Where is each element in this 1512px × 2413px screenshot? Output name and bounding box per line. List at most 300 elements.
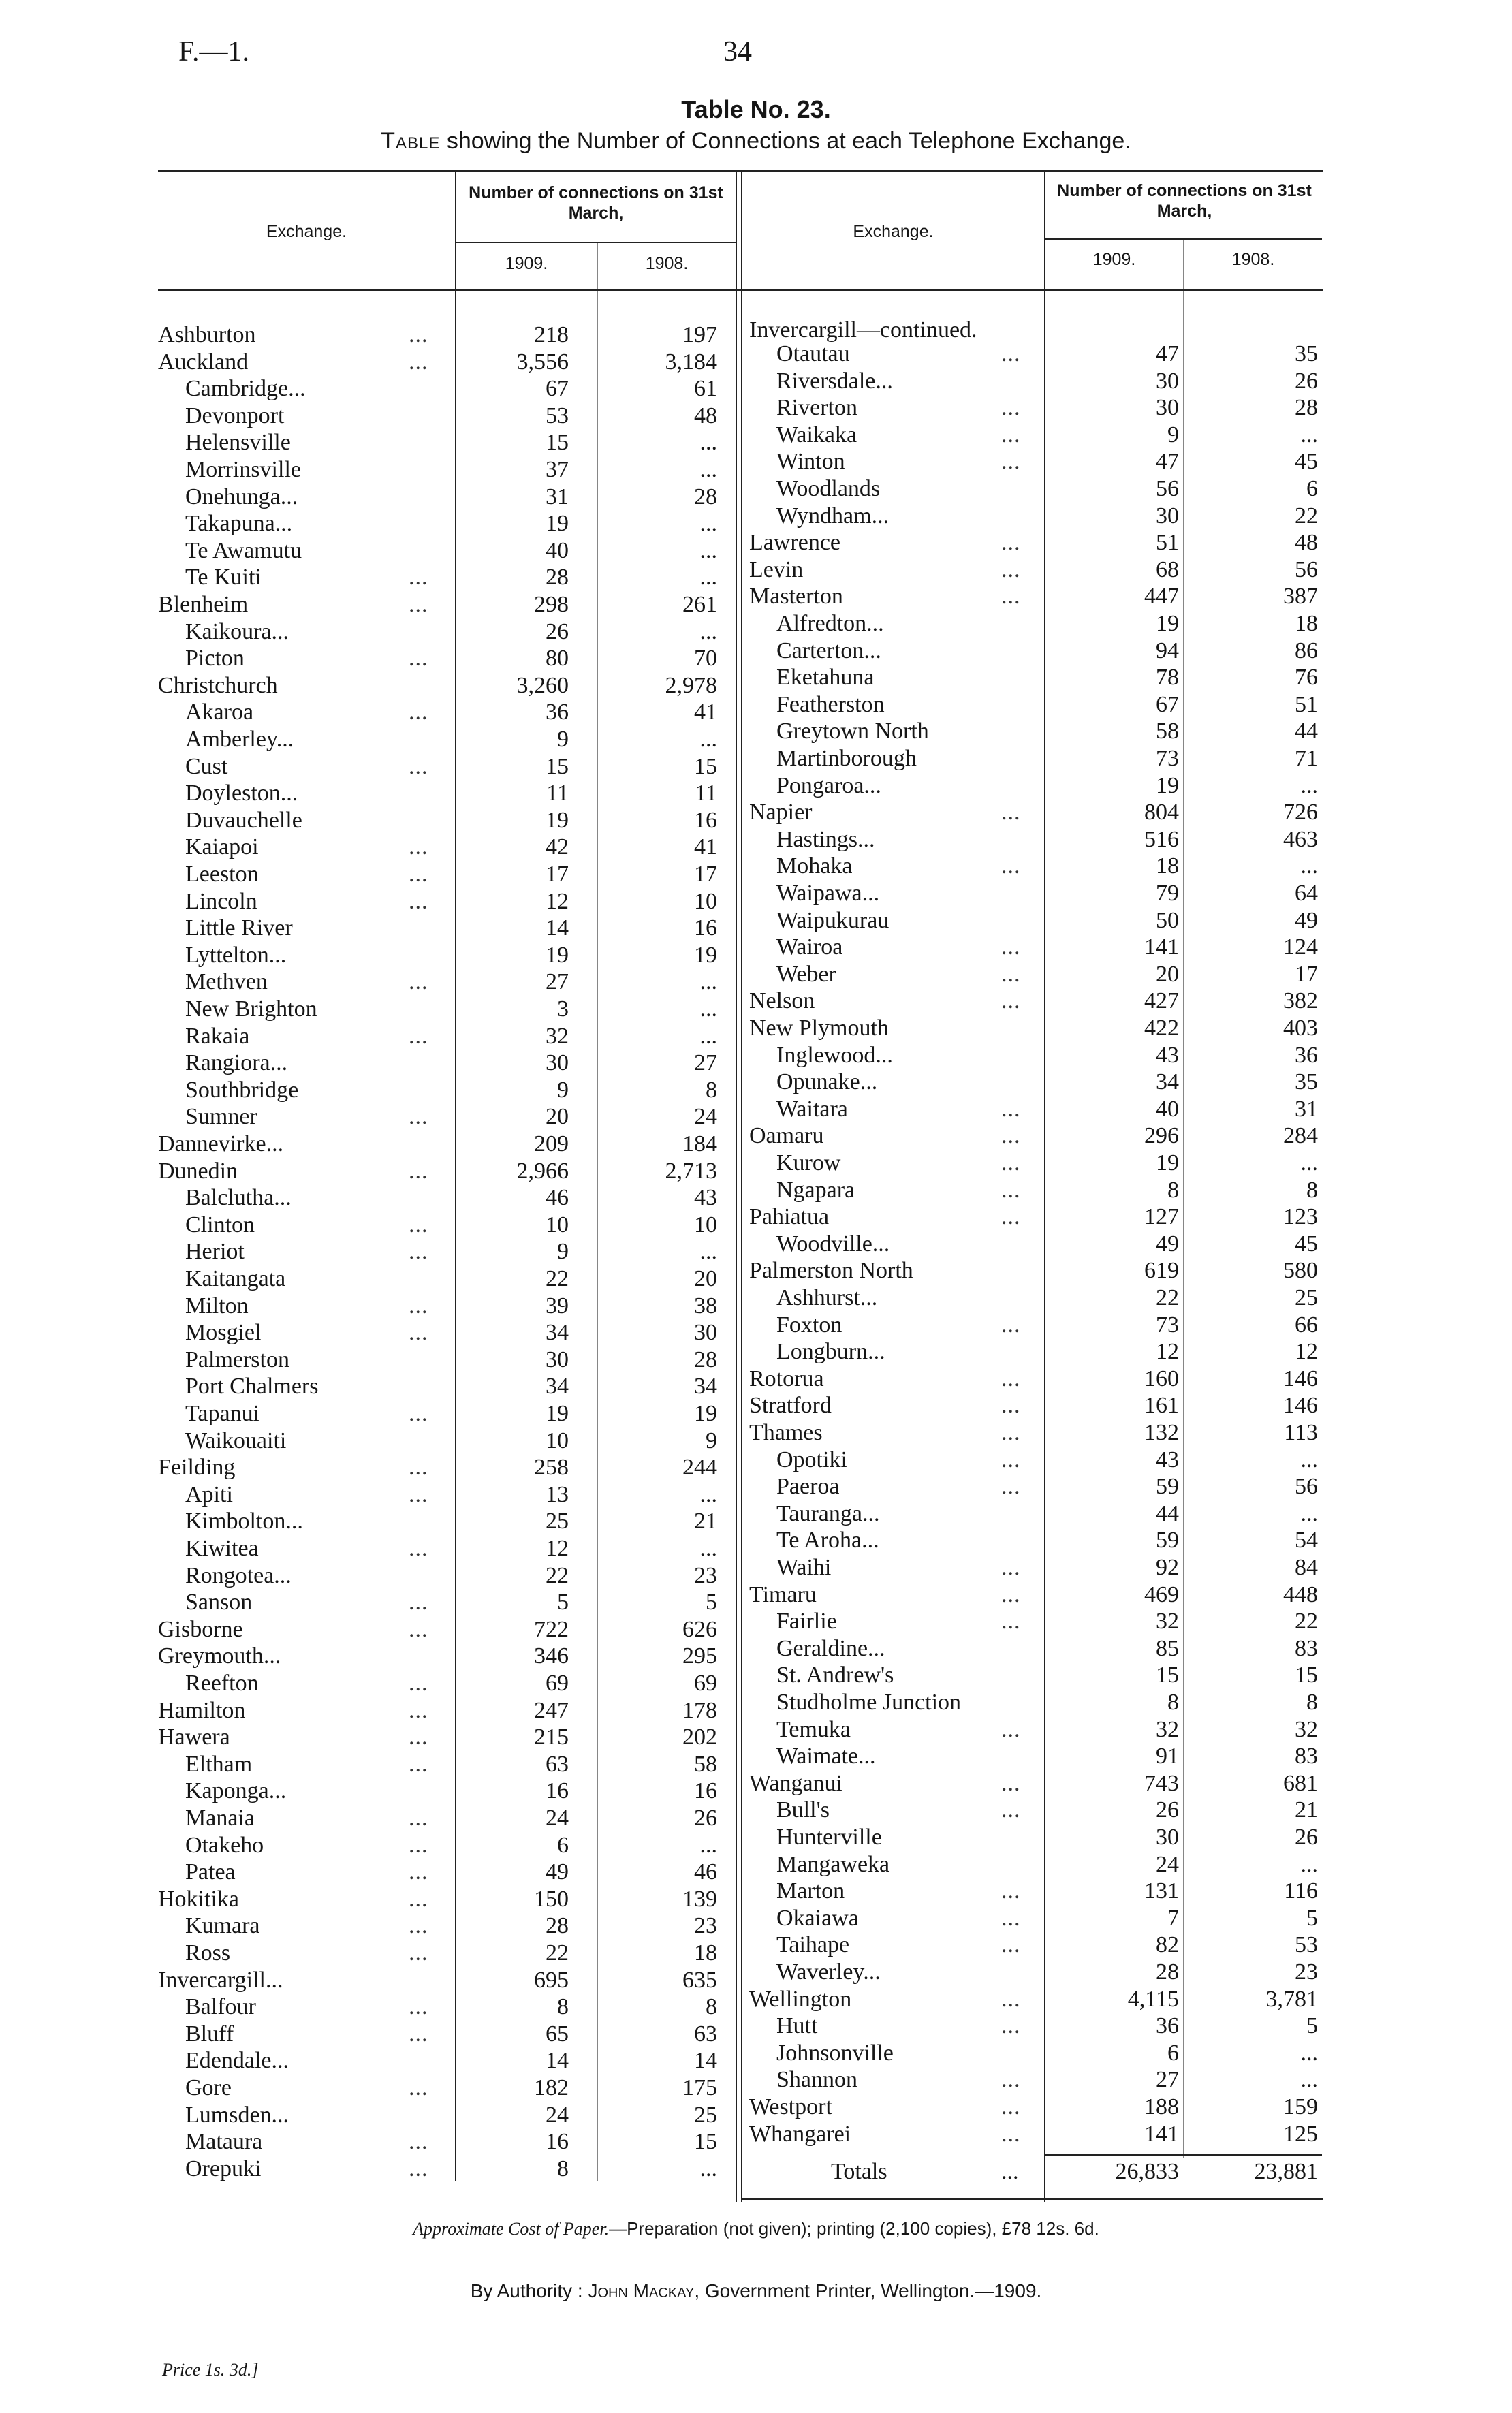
- exchange-name: Helensville: [185, 430, 291, 456]
- exchange-name: Winton: [776, 449, 845, 475]
- connections-1908: 8: [1306, 1177, 1318, 1203]
- connections-1908: 123: [1283, 1204, 1318, 1230]
- exchange-name: Hawera: [158, 1724, 230, 1750]
- exchange-name: Levin: [749, 556, 804, 582]
- leader-dots: ...: [1001, 422, 1021, 447]
- connections-1909: 8: [1167, 1177, 1179, 1203]
- connections-1908: ...: [699, 618, 717, 644]
- connections-1908: ...: [699, 1832, 717, 1858]
- connections-1908: 635: [682, 1967, 717, 1993]
- exchange-name: Port Chalmers: [185, 1374, 319, 1400]
- leader-dots: ...: [1001, 1932, 1021, 1958]
- right-table-row: [0, 907, 1512, 934]
- connections-1908: 26: [1295, 368, 1318, 394]
- connections-1908: 86: [1295, 637, 1318, 663]
- leader-dots: ...: [409, 1401, 428, 1426]
- exchange-name: Methven: [185, 969, 268, 995]
- exchange-name: Apiti: [185, 1481, 233, 1507]
- connections-1909: 25: [546, 1509, 569, 1534]
- connections-1908: 387: [1283, 584, 1318, 610]
- right-table-row: [0, 1689, 1512, 1716]
- connections-1908: 48: [1295, 530, 1318, 556]
- right-table-row: [0, 2094, 1512, 2121]
- connections-1909: 43: [1156, 1447, 1179, 1472]
- connections-1908: 19: [694, 1401, 717, 1426]
- exchange-name: Mataura: [185, 2129, 263, 2155]
- connections-1909: 17: [546, 862, 569, 887]
- connections-1908: 8: [706, 1077, 717, 1103]
- right-table-row: [0, 961, 1512, 988]
- connections-1909: 59: [1156, 1474, 1179, 1500]
- connections-1909: 298: [534, 592, 569, 617]
- right-table-row: [0, 1770, 1512, 1797]
- connections-1908: 41: [694, 699, 717, 725]
- connections-1909: 9: [557, 727, 569, 752]
- connections-1909: 619: [1144, 1258, 1179, 1284]
- connections-1908: 54: [1295, 1528, 1318, 1554]
- connections-1909: 19: [546, 1401, 569, 1426]
- exchange-name: Bull's: [776, 1797, 830, 1823]
- connections-1908: ...: [699, 511, 717, 537]
- exchange-name: Alfredton...: [776, 611, 884, 636]
- exchange-name: Shannon: [776, 2067, 857, 2093]
- continued-label: Invercargill—continued.: [749, 317, 977, 343]
- connections-1908: ...: [1300, 853, 1318, 879]
- right-table-row: [0, 1177, 1512, 1204]
- connections-1909: 34: [546, 1374, 569, 1400]
- exchange-name: Hokitika: [158, 1886, 239, 1912]
- exchange-name: Otautau: [776, 341, 850, 366]
- right-table-row: [0, 1635, 1512, 1662]
- connections-1908: ...: [1300, 1500, 1318, 1526]
- connections-1909: 28: [546, 1913, 569, 1939]
- connections-1908: 14: [694, 2048, 717, 2074]
- right-table-row: [0, 934, 1512, 961]
- leader-dots: ...: [1001, 1447, 1021, 1472]
- leader-dots: ...: [409, 1616, 428, 1642]
- connections-1909: 22: [1156, 1285, 1179, 1310]
- right-table-row: [0, 799, 1512, 826]
- exchange-name: Feilding: [158, 1455, 236, 1481]
- connections-1909: 27: [1156, 2067, 1179, 2093]
- connections-1909: 160: [1144, 1366, 1179, 1391]
- connections-1909: 6: [1167, 2040, 1179, 2066]
- exchange-name: Heriot: [185, 1239, 245, 1265]
- exchange-name: Foxton: [776, 1312, 842, 1338]
- right-table-row: [0, 503, 1512, 530]
- connections-1908: 43: [694, 1185, 717, 1211]
- leader-dots: ...: [409, 862, 428, 887]
- connections-1909: 24: [1156, 1851, 1179, 1877]
- leader-dots: ...: [1001, 449, 1021, 475]
- right-table-row: [0, 1366, 1512, 1393]
- right-table-row: [0, 1716, 1512, 1744]
- connections-1909: 53: [546, 403, 569, 428]
- leader-dots: ...: [409, 2156, 428, 2181]
- exchange-name: Opunake...: [776, 1069, 878, 1095]
- connections-1909: 13: [546, 1481, 569, 1507]
- exchange-name: Waipawa...: [776, 881, 880, 906]
- connections-1909: 78: [1156, 665, 1179, 691]
- connections-1908: 22: [1295, 503, 1318, 529]
- right-table-row: [0, 1338, 1512, 1366]
- exchange-name: Johnsonville: [776, 2040, 894, 2066]
- connections-1908: ...: [699, 537, 717, 563]
- right-table-row: [0, 1797, 1512, 1824]
- connections-1908: 35: [1295, 1069, 1318, 1095]
- left-1908-header: 1908.: [645, 254, 689, 273]
- connections-1908: 124: [1283, 934, 1318, 960]
- connections-1908: ...: [699, 430, 717, 456]
- exchange-name: Featherston: [776, 691, 885, 717]
- connections-1909: 47: [1156, 341, 1179, 366]
- exchange-name: Kimbolton...: [185, 1509, 303, 1534]
- connections-1908: 175: [682, 2075, 717, 2100]
- connections-1909: 73: [1156, 746, 1179, 771]
- exchange-name: Riversdale...: [776, 368, 893, 394]
- connections-1908: 53: [1295, 1932, 1318, 1958]
- exchange-name: New Plymouth: [749, 1015, 889, 1041]
- leader-dots: ...: [1001, 2013, 1021, 2039]
- connections-1909: 4,115: [1127, 1986, 1179, 2012]
- exchange-name: Palmerston: [185, 1346, 289, 1372]
- connections-1908: 2,713: [665, 1158, 717, 1184]
- exchange-name: Geraldine...: [776, 1635, 885, 1661]
- connections-1909: 80: [546, 646, 569, 672]
- right-table-row: [0, 2013, 1512, 2040]
- connections-1908: 25: [694, 2102, 717, 2128]
- right-table-row: [0, 1931, 1512, 1959]
- connections-1908: 63: [694, 2021, 717, 2047]
- connections-1909: 2,966: [516, 1158, 569, 1184]
- connections-1909: 422: [1144, 1015, 1179, 1041]
- connections-1908: 8: [1306, 1690, 1318, 1715]
- exchange-name: New Brighton: [185, 996, 317, 1022]
- connections-1909: 14: [546, 915, 569, 941]
- exchange-name: Clinton: [185, 1212, 255, 1237]
- exchange-name: Ross: [185, 1940, 231, 1966]
- right-table-row: [0, 448, 1512, 475]
- connections-1909: 73: [1156, 1312, 1179, 1338]
- leader-dots: ...: [409, 349, 428, 375]
- connections-1909: 36: [1156, 2013, 1179, 2039]
- leader-dots: ...: [409, 2129, 428, 2155]
- exchange-name: Waitara: [776, 1096, 848, 1122]
- connections-1909: 16: [546, 2129, 569, 2155]
- exchange-name: Lumsden...: [185, 2102, 289, 2128]
- right-table-row: [0, 1447, 1512, 1474]
- connections-1908: 16: [694, 915, 717, 941]
- connections-1909: 346: [534, 1643, 569, 1669]
- leader-dots: ...: [1001, 1150, 1021, 1176]
- connections-1909: 24: [546, 2102, 569, 2128]
- connections-1909: 6: [557, 1832, 569, 1858]
- connections-1908: 15: [1295, 1662, 1318, 1688]
- exchange-name: Carterton...: [776, 637, 881, 663]
- right-table-row: [0, 341, 1512, 368]
- exchange-name: Oamaru: [749, 1123, 824, 1149]
- exchange-name: Gore: [185, 2075, 232, 2100]
- paper-cost-note: [0, 2218, 1512, 2239]
- leader-dots: ...: [409, 1536, 428, 1561]
- right-table-row: [0, 1015, 1512, 1042]
- connections-1909: 63: [546, 1751, 569, 1777]
- connections-1909: 30: [1156, 503, 1179, 529]
- connections-1908: 146: [1283, 1393, 1318, 1419]
- right-table-row: [0, 1096, 1512, 1123]
- exchange-name: Sanson: [185, 1590, 253, 1615]
- connections-1909: 16: [546, 1778, 569, 1804]
- leader-dots: ...: [409, 2021, 428, 2047]
- exchange-name: St. Andrew's: [776, 1662, 894, 1688]
- connections-1909: 10: [546, 1428, 569, 1453]
- connections-1909: 34: [1156, 1069, 1179, 1095]
- exchange-name: Westport: [749, 2094, 832, 2119]
- leader-dots: ...: [1001, 1609, 1021, 1635]
- connections-1909: 20: [546, 1104, 569, 1130]
- exchange-name: Waikouaiti: [185, 1428, 287, 1453]
- exchange-name: Bluff: [185, 2021, 234, 2047]
- connections-1909: 34: [546, 1320, 569, 1346]
- page-reference: F.—1.: [178, 36, 249, 67]
- connections-1908: 56: [1295, 556, 1318, 582]
- exchange-name: Eltham: [185, 1751, 253, 1777]
- exchange-name: Rotorua: [749, 1366, 824, 1391]
- right-table-row: [0, 664, 1512, 691]
- connections-1909: 19: [546, 807, 569, 833]
- exchange-name: Milton: [185, 1293, 249, 1319]
- right-table-row: [0, 853, 1512, 880]
- exchange-name: Manaia: [185, 1805, 255, 1831]
- connections-1908: 11: [695, 780, 717, 806]
- connections-1908: 146: [1283, 1366, 1318, 1391]
- connections-1909: 24: [546, 1805, 569, 1831]
- connections-1908: ...: [699, 996, 717, 1022]
- connections-1908: 726: [1283, 800, 1318, 825]
- right-table-row: [0, 1527, 1512, 1554]
- connections-1908: 19: [694, 942, 717, 968]
- connections-1908: 178: [682, 1697, 717, 1723]
- exchange-name: Wanganui: [749, 1770, 842, 1796]
- exchange-name: Studholme Junction: [776, 1690, 962, 1715]
- leader-dots: ...: [409, 1239, 428, 1265]
- leader-dots: ...: [409, 2075, 428, 2100]
- caption-rest: showing the Number of Connections at each Telephone Exchange.: [446, 128, 1131, 154]
- right-table-row: [0, 1500, 1512, 1528]
- connections-1908: ...: [1300, 2040, 1318, 2066]
- connections-1908: ...: [1300, 2067, 1318, 2093]
- connections-1909: 50: [1156, 907, 1179, 933]
- connections-1908: 202: [682, 1724, 717, 1750]
- connections-1908: 9: [706, 1428, 717, 1453]
- leader-dots: ...: [1001, 1420, 1021, 1445]
- connections-1909: 19: [546, 942, 569, 968]
- exchange-name: Marton: [776, 1878, 845, 1904]
- connections-1909: 44: [1156, 1500, 1179, 1526]
- right-table-row: [0, 368, 1512, 395]
- connections-1908: 197: [682, 322, 717, 347]
- connections-1908: 5: [706, 1590, 717, 1615]
- exchange-name: Rakaia: [185, 1023, 250, 1049]
- exchange-name: Kaiapoi: [185, 834, 259, 860]
- table-top-rule: [158, 170, 1323, 172]
- leader-dots: ...: [409, 322, 428, 347]
- right-table-row: [0, 1473, 1512, 1500]
- exchange-name: Balfour: [185, 1994, 256, 2020]
- connections-1908: 25: [1295, 1285, 1318, 1310]
- connections-1908: ...: [1300, 1851, 1318, 1877]
- exchange-name: Inglewood...: [776, 1042, 893, 1068]
- right-table-row: [0, 610, 1512, 637]
- leader-dots: ...: [1001, 1474, 1021, 1500]
- connections-1909: 67: [546, 376, 569, 402]
- connections-1909: 12: [1156, 1339, 1179, 1365]
- connections-1909: 56: [1156, 476, 1179, 501]
- connections-1909: 82: [1156, 1932, 1179, 1958]
- exchange-name: Blenheim: [158, 592, 249, 617]
- connections-1908: 580: [1283, 1258, 1318, 1284]
- connections-1908: 5: [1306, 1905, 1318, 1931]
- connections-1909: 15: [546, 430, 569, 456]
- connections-1909: 12: [546, 1536, 569, 1561]
- connections-1909: 30: [1156, 368, 1179, 394]
- connections-1908: 10: [694, 1212, 717, 1237]
- leader-dots: ...: [409, 834, 428, 860]
- connections-1908: 27: [694, 1050, 717, 1076]
- connections-1909: 37: [546, 457, 569, 482]
- exchange-name: Sumner: [185, 1104, 257, 1130]
- connections-1908: ...: [699, 1239, 717, 1265]
- exchange-name: Rangiora...: [185, 1050, 288, 1076]
- connections-1908: 28: [1295, 395, 1318, 421]
- exchange-name: Picton: [185, 646, 245, 672]
- right-table-row: [0, 1284, 1512, 1312]
- right-table-row: [0, 1959, 1512, 1986]
- connections-1909: 743: [1144, 1770, 1179, 1796]
- exchange-name: Mosgiel: [185, 1320, 262, 1346]
- exchange-name: Fairlie: [776, 1609, 837, 1635]
- connections-1908: ...: [1300, 1150, 1318, 1176]
- exchange-name: Waipukurau: [776, 907, 889, 933]
- exchange-name: Ashhurst...: [776, 1285, 878, 1310]
- right-table-row: [0, 1851, 1512, 1878]
- right-table-row: [0, 1069, 1512, 1096]
- leader-dots: ...: [1001, 934, 1021, 960]
- leader-dots: ...: [409, 1724, 428, 1750]
- connections-1908: 46: [694, 1859, 717, 1885]
- exchange-name: Timaru: [749, 1581, 817, 1607]
- exchange-name: Whangarei: [749, 2121, 851, 2147]
- leader-dots: ...: [1001, 1096, 1021, 1122]
- connections-1908: 20: [694, 1266, 717, 1291]
- connections-1909: 804: [1144, 800, 1179, 825]
- connections-1909: 32: [1156, 1716, 1179, 1742]
- connections-1909: 30: [546, 1050, 569, 1076]
- right-1909-header: 1909.: [1092, 250, 1136, 269]
- right-table-row: [0, 691, 1512, 719]
- leader-dots: ...: [1001, 1878, 1021, 1904]
- exchange-name: Balclutha...: [185, 1185, 292, 1211]
- leader-dots: ...: [1001, 853, 1021, 879]
- leader-dots: ...: [1001, 2067, 1021, 2093]
- connections-1908: 66: [1295, 1312, 1318, 1338]
- connections-1909: 85: [1156, 1635, 1179, 1661]
- leader-dots: ...: [1001, 961, 1021, 987]
- connections-1909: 58: [1156, 719, 1179, 744]
- leader-dots: ...: [1001, 1177, 1021, 1203]
- connections-1908: 30: [694, 1320, 717, 1346]
- connections-1909: 141: [1144, 2121, 1179, 2147]
- right-table-row: [0, 1581, 1512, 1609]
- connections-1909: 30: [1156, 1825, 1179, 1850]
- connections-1908: 159: [1283, 2094, 1318, 2119]
- leader-dots: ...: [409, 753, 428, 779]
- right-table-row: [0, 637, 1512, 665]
- authority-lead: By Authority :: [470, 2280, 583, 2301]
- exchange-name: Hastings...: [776, 826, 875, 852]
- left-exchange-header: Exchange.: [266, 222, 347, 241]
- right-table-row: [0, 2040, 1512, 2067]
- exchange-name: Wellington: [749, 1986, 852, 2012]
- exchange-name: Taihape: [776, 1932, 850, 1958]
- right-table-row: [0, 718, 1512, 745]
- connections-1909: 247: [534, 1697, 569, 1723]
- exchange-name: Opotiki: [776, 1447, 847, 1472]
- exchange-name: Woodville...: [776, 1231, 890, 1257]
- connections-1909: 10: [546, 1212, 569, 1237]
- connections-1909: 79: [1156, 881, 1179, 906]
- connections-1909: 296: [1144, 1123, 1179, 1149]
- connections-1909: 19: [546, 511, 569, 537]
- connections-1908: 17: [694, 862, 717, 887]
- right-table-row: [0, 1608, 1512, 1635]
- connections-1908: 76: [1295, 665, 1318, 691]
- connections-1908: 15: [694, 2129, 717, 2155]
- exchange-name: Kiwitea: [185, 1536, 259, 1561]
- connections-1909: 8: [557, 2156, 569, 2181]
- connections-1908: 61: [694, 376, 717, 402]
- connections-1908: 6: [1306, 476, 1318, 501]
- connections-1909: 39: [546, 1293, 569, 1319]
- leader-dots: ...: [1001, 2121, 1021, 2147]
- connections-1909: 12: [546, 888, 569, 914]
- leader-dots: ...: [409, 699, 428, 725]
- right-table-row: [0, 1150, 1512, 1177]
- connections-1908: 116: [1284, 1878, 1318, 1904]
- exchange-name: Gisborne: [158, 1616, 243, 1642]
- cost-italic: Approximate Cost of Paper.: [413, 2219, 610, 2239]
- connections-1908: 48: [694, 403, 717, 428]
- connections-1908: 2,978: [665, 672, 717, 698]
- exchange-name: Morrinsville: [185, 457, 301, 482]
- right-table-row: [0, 826, 1512, 853]
- connections-1908: 45: [1295, 449, 1318, 475]
- exchange-name: Waverley...: [776, 1959, 881, 1985]
- right-table-row: [0, 880, 1512, 907]
- exchange-name: Takapuna...: [185, 511, 293, 537]
- price-note: Price 1s. 3d.]: [162, 2360, 259, 2380]
- connections-1909: 132: [1144, 1420, 1179, 1445]
- connections-1908: 3,781: [1265, 1986, 1318, 2012]
- connections-1908: 448: [1283, 1581, 1318, 1607]
- connections-1908: 49: [1295, 907, 1318, 933]
- connections-1909: 182: [534, 2075, 569, 2100]
- connections-1909: 9: [1167, 422, 1179, 447]
- connections-1909: 46: [546, 1185, 569, 1211]
- exchange-name: Tapanui: [185, 1401, 260, 1426]
- connections-1909: 22: [546, 1266, 569, 1291]
- connections-1908: 184: [682, 1131, 717, 1156]
